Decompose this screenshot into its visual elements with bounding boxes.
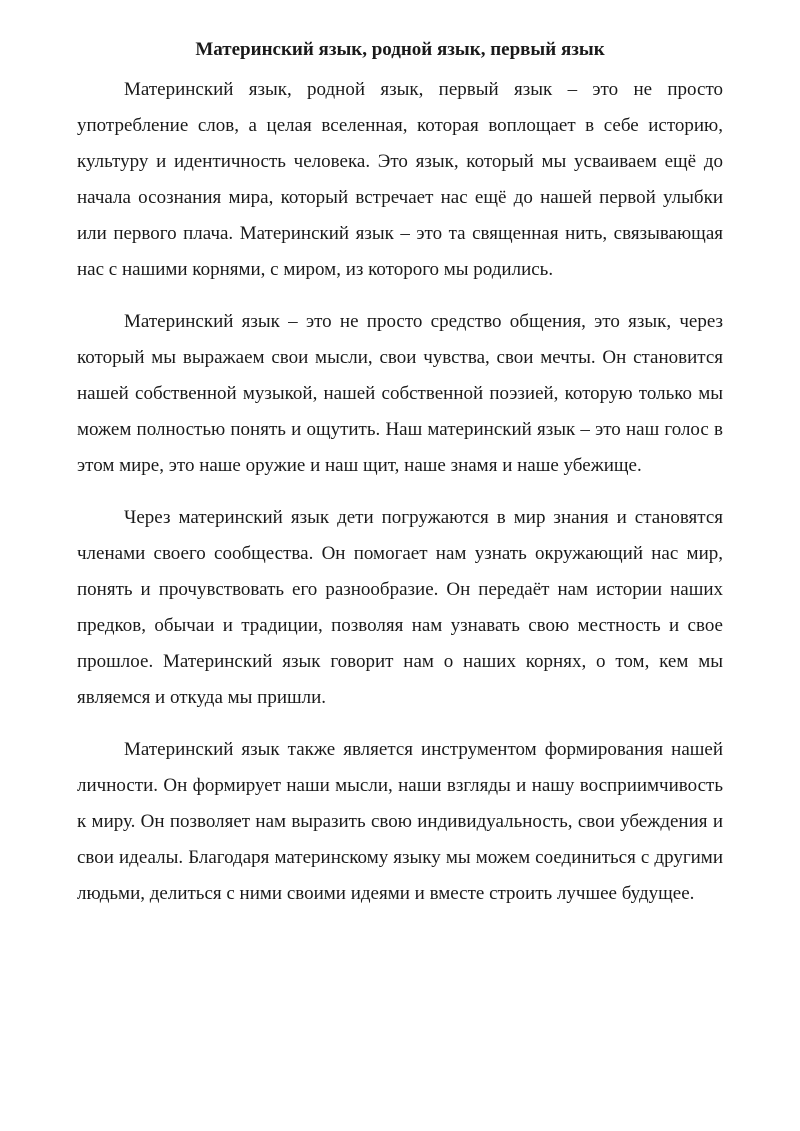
document-title: Материнский язык, родной язык, первый язык [195,39,605,60]
document-body [77,36,723,912]
paragraph-4: Материнский язык также является инструментом формирования нашей личности. Он формирует наши мысли, наши взгляды и нашу восприимчивость к миру. Он позволяет нам выразить свою индивидуальность, свои убеждения и свои идеалы. Благодаря материнскому языку мы можем соединиться с другими людьми, делиться с ними своими идеями и вместе строить лучшее будущее. [77,739,723,904]
paragraph-1: Материнский язык, родной язык, первый язык – это не просто употребление слов, а целая вселенная, которая воплощает в себе историю, культуру и идентичность человека. Это язык, который мы усваиваем ещё до начала осознания мира, который встречает нас ещё до нашей первой улыбки или первого плача. Материнский язык – это та священная нить, связывающая нас с нашими корнями, с миром, из которого мы родились. [77,79,723,280]
paragraph-2: Материнский язык – это не просто средство общения, это язык, через который мы выражаем свои мысли, свои чувства, свои мечты. Он становится нашей собственной музыкой, нашей собственной поэзией, которую только мы можем полностью понять и ощутить. Наш материнский язык – это наш голос в этом мире, это наше оружие и наш щит, наше знамя и наше убежище. [77,311,723,476]
paragraph-3: Через материнский язык дети погружаются в мир знания и становятся членами своего сообщества. Он помогает нам узнать окружающий нас мир, понять и прочувствовать его разнообразие. Он передаёт нам истории наших предков, обычаи и традиции, позволяя нам узнавать свою местность и свое прошлое. Материнский язык говорит нам о наших корнях, о том, кем мы являемся и откуда мы пришли. [77,507,723,708]
